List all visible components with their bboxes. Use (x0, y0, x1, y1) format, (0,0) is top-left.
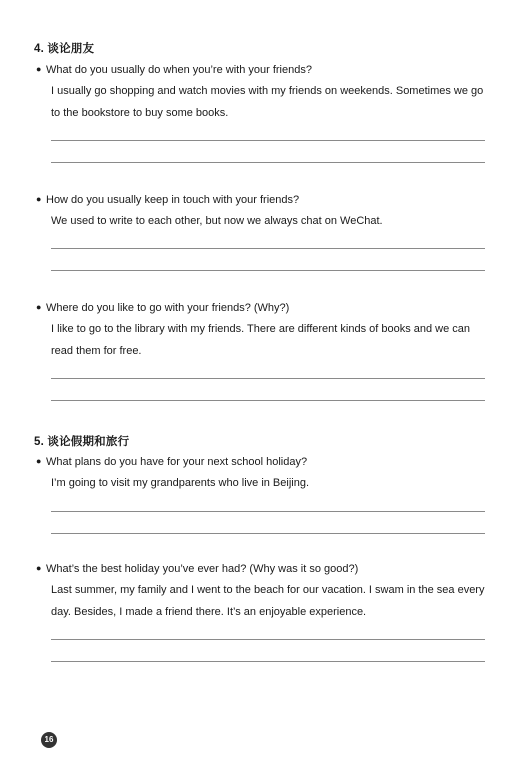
writing-line[interactable] (51, 511, 485, 512)
section-title: 4. 谈论朋友 (34, 43, 95, 55)
sample-answer: I usually go shopping and watch movies with my friends on weekends. Sometimes we go to the bookstore to buy some books. (51, 85, 484, 119)
question (36, 194, 299, 206)
sample-answer: I’m going to visit my grandparents who live in Beijing. (51, 477, 310, 489)
bullet-icon: ● (36, 302, 42, 312)
writing-line[interactable] (51, 400, 485, 401)
question (36, 563, 358, 575)
bullet-icon: ● (36, 563, 42, 573)
question (36, 302, 289, 314)
bullet-icon: ● (36, 64, 42, 74)
sample-answer: We used to write to each other, but now we always chat on WeChat. (51, 215, 383, 227)
question-text: What do you usually do when you’re with your friends? (46, 64, 312, 76)
section-title: 5. 谈论假期和旅行 (34, 436, 130, 448)
writing-line[interactable] (51, 378, 485, 379)
bullet-icon: ● (36, 456, 42, 466)
question-text: Where do you like to go with your friends? (Why?) (46, 302, 290, 314)
question (36, 456, 307, 468)
writing-line[interactable] (51, 639, 485, 640)
sample-answer: I like to go to the library with my friends. There are different kinds of books and we can read them for free. (51, 323, 471, 357)
writing-line[interactable] (51, 533, 485, 534)
writing-line[interactable] (51, 162, 485, 163)
sample-answer: Last summer, my family and I went to the beach for our vacation. I swam in the sea every day. Besides, I made a friend there. It’s an enjoyable experience. (51, 584, 485, 618)
writing-line[interactable] (51, 248, 485, 249)
question-text: What plans do you have for your next school holiday? (46, 456, 308, 468)
question-text: What’s the best holiday you’ve ever had? (Why was it so good?) (46, 563, 359, 575)
writing-line[interactable] (51, 140, 485, 141)
page-number: 16 (41, 732, 57, 748)
bullet-icon: ● (36, 194, 42, 204)
writing-line[interactable] (51, 661, 485, 662)
question-text: How do you usually keep in touch with your friends? (46, 194, 300, 206)
writing-line[interactable] (51, 270, 485, 271)
question (36, 64, 312, 76)
